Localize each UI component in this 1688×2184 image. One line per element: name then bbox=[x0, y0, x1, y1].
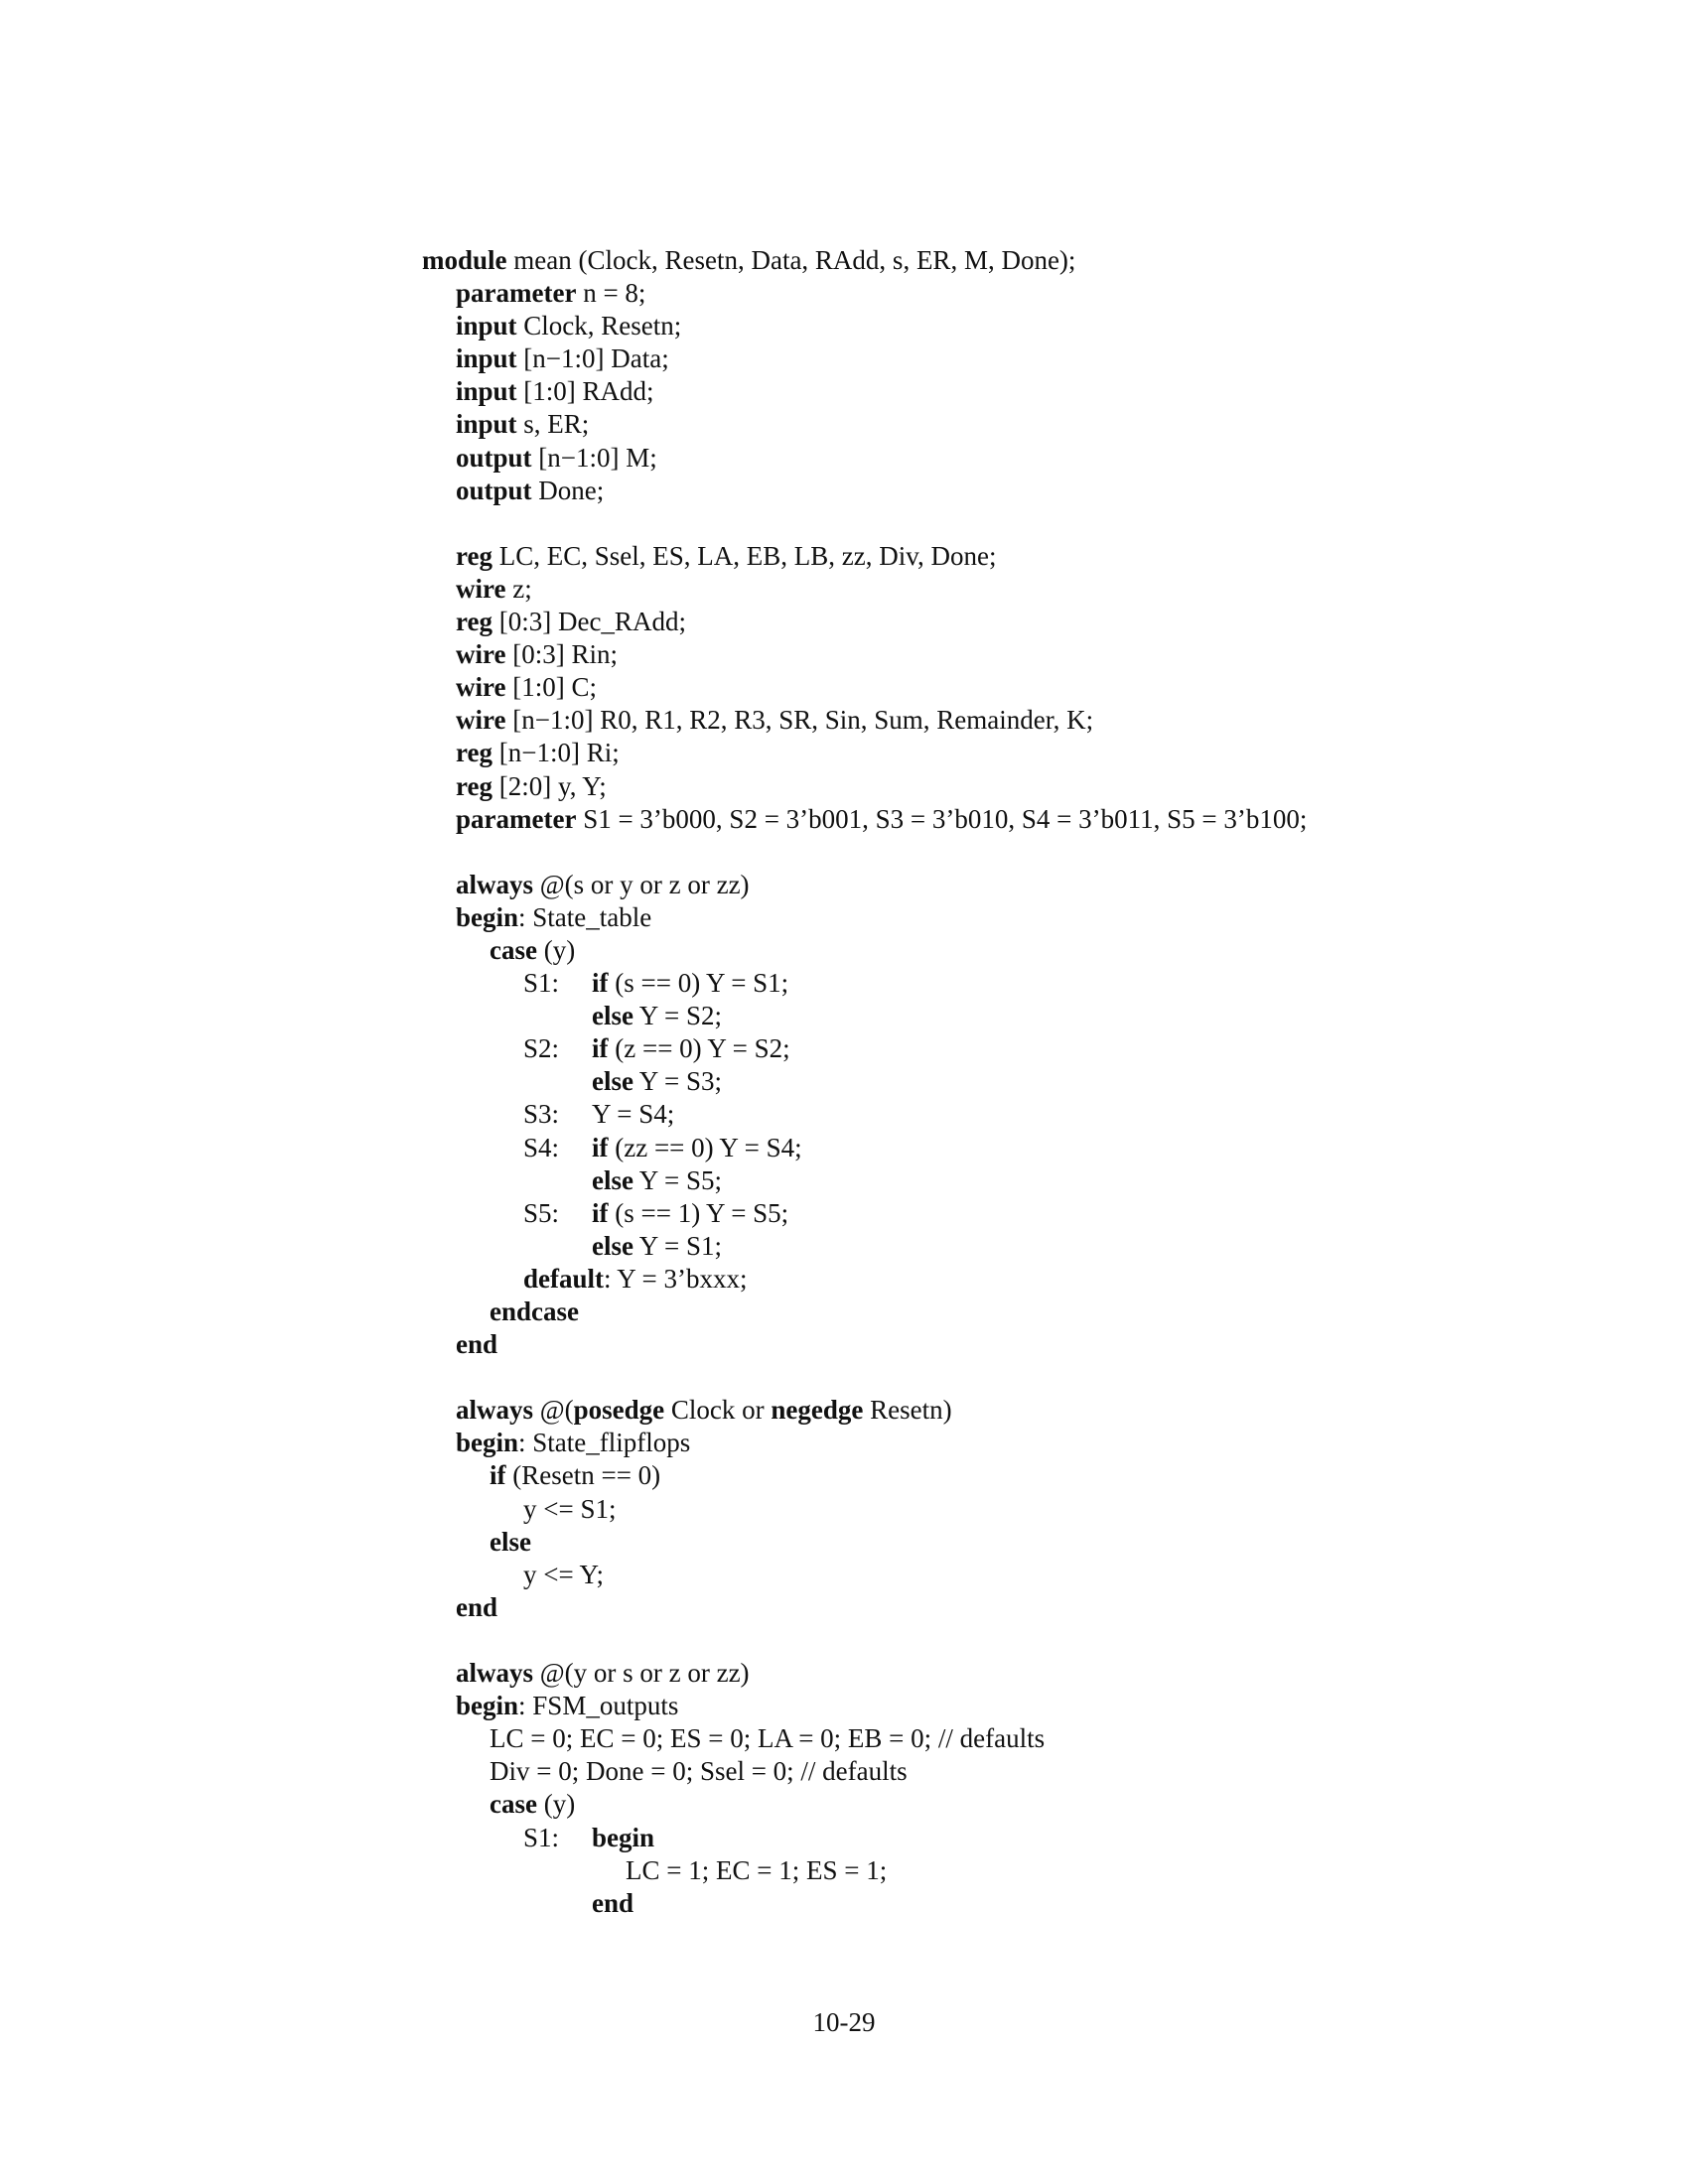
code-line bbox=[422, 1591, 1534, 1624]
code-line bbox=[422, 901, 1534, 934]
code-text: Done; bbox=[531, 475, 605, 505]
case-label: S4: bbox=[523, 1132, 560, 1162]
code-line bbox=[422, 967, 1534, 1000]
code-text: : FSM_outputs bbox=[518, 1691, 679, 1721]
case-label: S1: bbox=[523, 968, 560, 999]
keyword: reg bbox=[456, 607, 492, 637]
code-line bbox=[422, 1296, 1534, 1328]
code-text: (y) bbox=[536, 934, 576, 965]
keyword: begin bbox=[456, 1691, 519, 1721]
code-text: [1:0] RAdd; bbox=[516, 376, 654, 407]
code-line bbox=[422, 1230, 1534, 1263]
code-text: [0:3] Rin; bbox=[505, 639, 618, 670]
keyword: wire bbox=[456, 705, 506, 736]
keyword: input bbox=[456, 311, 517, 341]
code-text: [0:3] Dec_RAdd; bbox=[492, 607, 686, 637]
code-text: Y = S3; bbox=[633, 1066, 722, 1097]
keyword: if bbox=[592, 1197, 609, 1228]
code-text: y <= Y; bbox=[523, 1559, 604, 1589]
code-text: : State_table bbox=[518, 901, 652, 932]
code-line bbox=[422, 1788, 1534, 1821]
case-label: S5: bbox=[523, 1197, 560, 1228]
code-text: LC = 0; EC = 0; ES = 0; LA = 0; EB = 0; // defaults bbox=[490, 1723, 1046, 1754]
code-text: @(y or s or z or zz) bbox=[533, 1658, 750, 1689]
code-line bbox=[422, 638, 1534, 671]
case-label: S2: bbox=[523, 1033, 560, 1064]
blank-line bbox=[422, 1624, 1534, 1657]
keyword: endcase bbox=[490, 1297, 579, 1326]
keyword: else bbox=[592, 1001, 633, 1031]
verilog-code-listing bbox=[422, 244, 1534, 1920]
code-line bbox=[422, 1690, 1534, 1722]
code-text: Div = 0; Done = 0; Ssel = 0; // defaults bbox=[490, 1756, 908, 1787]
keyword: if bbox=[490, 1460, 506, 1491]
code-line bbox=[422, 1098, 1534, 1131]
code-text: [n−1:0] M; bbox=[531, 442, 657, 473]
code-text: [1:0] C; bbox=[505, 672, 597, 703]
code-line bbox=[422, 1065, 1534, 1098]
blank-line bbox=[422, 836, 1534, 869]
code-line bbox=[422, 606, 1534, 638]
code-text: Y = S2; bbox=[633, 1001, 722, 1031]
code-text: @(s or y or z or zz) bbox=[533, 869, 750, 899]
code-line bbox=[422, 1394, 1534, 1427]
code-text: y <= S1; bbox=[523, 1493, 617, 1524]
code-line bbox=[422, 1197, 1534, 1230]
code-line bbox=[422, 1263, 1534, 1296]
code-line bbox=[422, 1459, 1534, 1492]
code-line bbox=[422, 540, 1534, 573]
keyword: if bbox=[592, 1033, 609, 1064]
code-line bbox=[422, 310, 1534, 342]
code-line bbox=[422, 737, 1534, 769]
code-text: z; bbox=[505, 573, 532, 604]
code-line bbox=[422, 1854, 1534, 1887]
blank-line bbox=[422, 1361, 1534, 1394]
case-label: S1: bbox=[523, 1822, 560, 1852]
keyword: else bbox=[490, 1526, 531, 1557]
code-line bbox=[422, 671, 1534, 704]
code-line bbox=[422, 1032, 1534, 1065]
keyword: always bbox=[456, 1395, 534, 1426]
code-line bbox=[422, 375, 1534, 408]
keyword: if bbox=[592, 968, 609, 999]
code-text: : Y = 3’bxxx; bbox=[604, 1263, 748, 1294]
code-text: Clock or bbox=[664, 1395, 772, 1426]
code-line bbox=[422, 408, 1534, 441]
keyword: end bbox=[456, 1591, 498, 1622]
keyword: else bbox=[592, 1164, 633, 1195]
keyword: end bbox=[456, 1329, 498, 1360]
code-line bbox=[422, 1132, 1534, 1164]
code-line bbox=[422, 1887, 1534, 1920]
keyword: default bbox=[523, 1263, 604, 1294]
code-line bbox=[422, 573, 1534, 606]
keyword: begin bbox=[456, 901, 519, 932]
keyword: reg bbox=[456, 738, 492, 768]
keyword: output bbox=[456, 475, 532, 505]
code-line bbox=[422, 1755, 1534, 1788]
code-text: [2:0] y, Y; bbox=[492, 770, 607, 801]
code-text: s, ER; bbox=[516, 409, 590, 440]
keyword: if bbox=[592, 1132, 609, 1162]
code-line bbox=[422, 442, 1534, 475]
code-line bbox=[422, 475, 1534, 507]
keyword: end bbox=[592, 1887, 634, 1918]
code-line bbox=[422, 1526, 1534, 1559]
keyword: always bbox=[456, 869, 534, 899]
blank-line bbox=[422, 507, 1534, 540]
keyword: parameter bbox=[456, 803, 577, 834]
code-text: LC = 1; EC = 1; ES = 1; bbox=[626, 1854, 888, 1885]
keyword: negedge bbox=[771, 1395, 864, 1426]
code-line bbox=[422, 1493, 1534, 1526]
code-text: Resetn) bbox=[863, 1395, 952, 1426]
keyword: begin bbox=[456, 1428, 519, 1458]
keyword: else bbox=[592, 1066, 633, 1097]
keyword: wire bbox=[456, 672, 506, 703]
keyword: output bbox=[456, 442, 532, 473]
code-text: [n−1:0] Data; bbox=[516, 343, 669, 374]
code-text: : State_flipflops bbox=[518, 1428, 691, 1458]
code-line bbox=[422, 704, 1534, 737]
keyword: case bbox=[490, 1789, 537, 1820]
code-text: Y = S4; bbox=[592, 1099, 675, 1130]
code-text: LC, EC, Ssel, ES, LA, EB, LB, zz, Div, Done; bbox=[492, 540, 997, 571]
case-label: S3: bbox=[523, 1099, 560, 1130]
code-text: (s == 0) Y = S1; bbox=[608, 968, 789, 999]
code-text: @( bbox=[533, 1395, 574, 1426]
code-line bbox=[422, 277, 1534, 310]
code-text: [n−1:0] R0, R1, R2, R3, SR, Sin, Sum, Remainder, K; bbox=[505, 705, 1094, 736]
code-text: Y = S1; bbox=[633, 1230, 722, 1261]
code-text: (y) bbox=[536, 1789, 576, 1820]
code-text: (s == 1) Y = S5; bbox=[608, 1197, 789, 1228]
code-text: S1 = 3’b000, S2 = 3’b001, S3 = 3’b010, S4 = 3’b011, S5 = 3’b100; bbox=[576, 803, 1308, 834]
code-line bbox=[422, 770, 1534, 803]
code-line bbox=[422, 1559, 1534, 1591]
code-line bbox=[422, 1328, 1534, 1361]
code-text: mean (Clock, Resetn, Data, RAdd, s, ER, M, Done); bbox=[506, 245, 1076, 275]
keyword: wire bbox=[456, 639, 506, 670]
keyword: input bbox=[456, 343, 517, 374]
keyword: case bbox=[490, 934, 537, 965]
code-line bbox=[422, 1427, 1534, 1459]
code-text: (zz == 0) Y = S4; bbox=[608, 1132, 802, 1162]
code-line bbox=[422, 1000, 1534, 1032]
keyword: reg bbox=[456, 540, 492, 571]
code-text: (z == 0) Y = S2; bbox=[608, 1033, 790, 1064]
keyword: input bbox=[456, 376, 517, 407]
keyword: input bbox=[456, 409, 517, 440]
code-line bbox=[422, 1657, 1534, 1690]
keyword: wire bbox=[456, 573, 506, 604]
code-text: n = 8; bbox=[576, 278, 646, 309]
keyword: posedge bbox=[573, 1395, 665, 1426]
code-line bbox=[422, 1164, 1534, 1197]
page-number: 10-29 bbox=[812, 2007, 876, 2037]
code-text: Y = S5; bbox=[633, 1164, 722, 1195]
keyword: module bbox=[422, 245, 507, 275]
code-text: Clock, Resetn; bbox=[516, 311, 682, 341]
keyword: else bbox=[592, 1230, 633, 1261]
code-line bbox=[422, 869, 1534, 901]
code-line bbox=[422, 244, 1534, 277]
code-line bbox=[422, 342, 1534, 375]
keyword: reg bbox=[456, 770, 492, 801]
code-line bbox=[422, 1822, 1534, 1854]
code-line bbox=[422, 1722, 1534, 1755]
keyword: parameter bbox=[456, 278, 577, 309]
keyword: begin bbox=[592, 1822, 655, 1852]
code-text: (Resetn == 0) bbox=[505, 1460, 661, 1491]
code-text: [n−1:0] Ri; bbox=[492, 738, 620, 768]
code-line bbox=[422, 934, 1534, 967]
code-line bbox=[422, 803, 1534, 836]
keyword: always bbox=[456, 1658, 534, 1689]
